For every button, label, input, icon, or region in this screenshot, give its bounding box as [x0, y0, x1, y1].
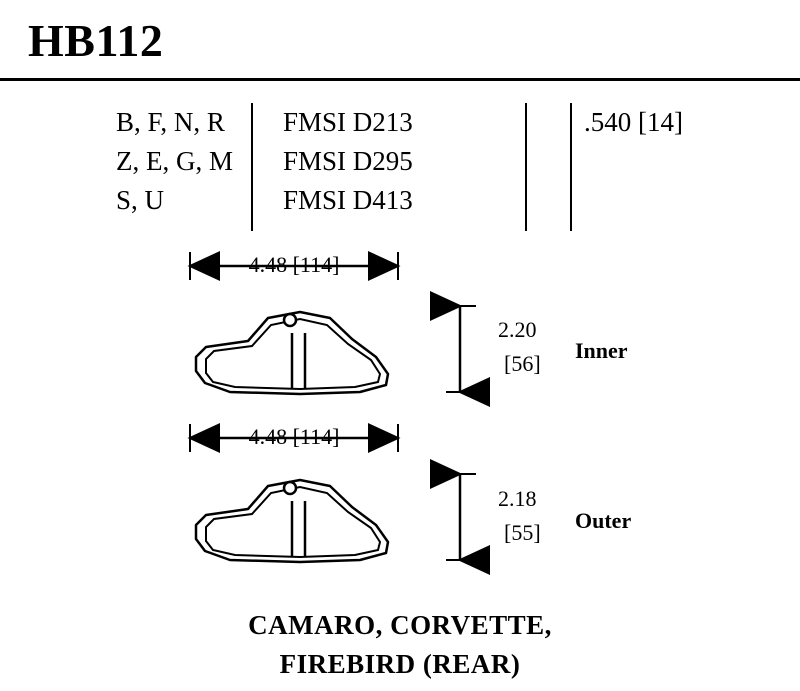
vehicle-application — [0, 606, 800, 684]
thickness-row — [570, 142, 750, 181]
outer-pad-height-dimension-mm: [55] — [504, 520, 541, 545]
compound-codes-column — [110, 103, 250, 231]
outer-pad-side-label: Outer — [575, 508, 632, 533]
compound-codes-row: S, U — [116, 185, 165, 215]
vehicle-application-line-1: CAMARO, CORVETTE, — [248, 610, 552, 640]
fmsi-numbers-column — [255, 103, 525, 231]
compound-codes-row: Z, E, G, M — [116, 146, 233, 176]
thickness-row: .540 [14] — [584, 107, 683, 137]
outer-pad-height-dimension: 2.18 — [498, 486, 537, 511]
inner-pad-side-label: Inner — [575, 338, 628, 363]
vehicle-application-line-2: FIREBIRD (REAR) — [279, 649, 521, 679]
fmsi-number-row: FMSI D413 — [283, 185, 413, 215]
thickness-row — [570, 181, 750, 220]
fmsi-number-row: FMSI D213 — [283, 107, 413, 137]
spec-table — [110, 103, 710, 231]
inner-pad-height-dimension: 2.20 — [498, 317, 537, 342]
table-divider-1 — [251, 103, 253, 231]
inner-pad-width-dimension: 4.48 [114] — [248, 252, 340, 277]
fmsi-number-row: FMSI D295 — [283, 146, 413, 176]
outer-pad-width-dimension: 4.48 [114] — [248, 424, 340, 449]
thickness-column — [570, 103, 750, 231]
inner-pad-height-dimension-mm: [56] — [504, 351, 541, 376]
page-title: HB112 — [28, 15, 164, 66]
compound-codes-row: B, F, N, R — [116, 107, 225, 137]
table-divider-2 — [525, 103, 527, 231]
title-divider — [0, 78, 800, 81]
